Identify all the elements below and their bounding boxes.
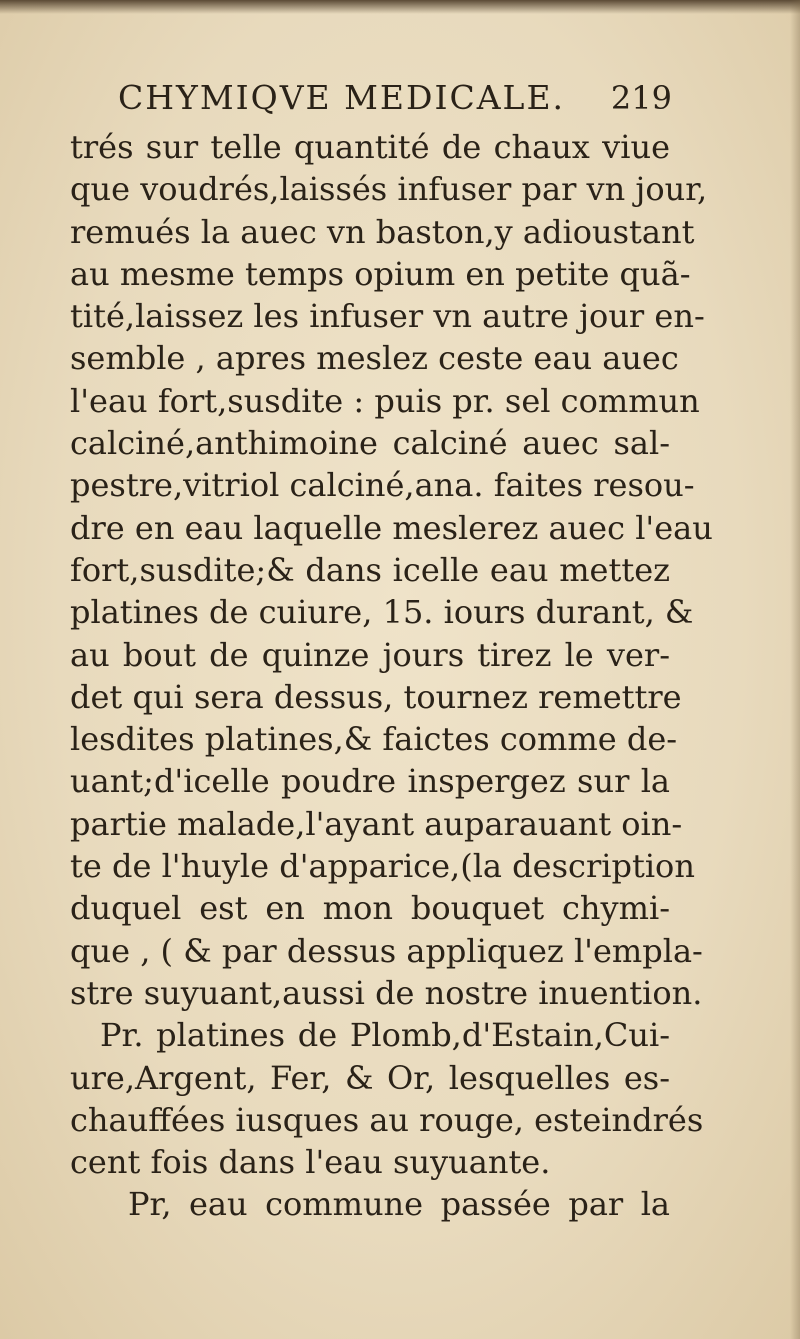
- text-line: trés sur telle quantité de chaux viue: [70, 128, 670, 166]
- text-line: que voudrés,laissés infuser par vn jour,: [70, 170, 708, 209]
- text-line: chauffées iusques au rouge, esteindrés: [70, 1100, 704, 1139]
- text-line: dre en eau laquelle meslerez auec l'eau: [70, 508, 713, 547]
- text-line: uant;d'icelle poudre inspergez sur la: [70, 762, 670, 801]
- text-line: au mesme temps opium en petite quã-: [70, 254, 691, 293]
- page-number: 219: [610, 79, 672, 117]
- text-line: pestre,vitriol calciné,ana. faites resou-: [70, 466, 695, 505]
- text-line: lesdites platines,& faictes comme de-: [70, 720, 678, 759]
- text-line: que , ( & par dessus appliquez l'empla-: [70, 931, 703, 970]
- body-text: [70, 126, 713, 1226]
- text-line: l'eau fort,susdite : puis pr. sel commun: [70, 381, 700, 420]
- text-line: cent fois dans l'eau suyuante.: [70, 1143, 551, 1182]
- text-line: Pr. platines de Plomb,d'Estain,Cui-: [100, 1016, 670, 1055]
- text-line: duquel est en mon bouquet chymi-: [70, 889, 670, 928]
- text-line: remués la auec vn baston,y adioustant: [70, 212, 695, 251]
- text-line: partie malade,l'ayant auparauant oin-: [70, 804, 683, 843]
- running-head: [70, 70, 670, 126]
- text-line: calciné,anthimoine calciné auec sal-: [70, 424, 670, 463]
- text-line: det qui sera dessus, tournez remettre: [70, 677, 682, 716]
- text-block: [70, 70, 713, 1226]
- text-line: stre suyuant,aussi de nostre inuention.: [70, 973, 703, 1012]
- text-line: Pr, eau commune passée par la: [128, 1185, 670, 1224]
- text-line: ure,Argent, Fer, & Or, lesquelles es-: [70, 1058, 670, 1097]
- page-right-edge: [790, 0, 800, 1339]
- text-line: platines de cuiure, 15. iours durant, &: [70, 593, 694, 632]
- text-line: semble , apres meslez ceste eau auec: [70, 339, 679, 378]
- text-line: au bout de quinze jours tirez le ver-: [70, 635, 670, 674]
- text-line: fort,susdite;& dans icelle eau mettez: [70, 550, 670, 589]
- page-top-edge: [0, 0, 800, 14]
- text-line: te de l'huyle d'apparice,(la description: [70, 847, 695, 886]
- text-line: tité,laissez les infuser vn autre jour en-: [70, 297, 705, 336]
- running-title: CHYMIQVE MEDICALE.: [118, 78, 566, 117]
